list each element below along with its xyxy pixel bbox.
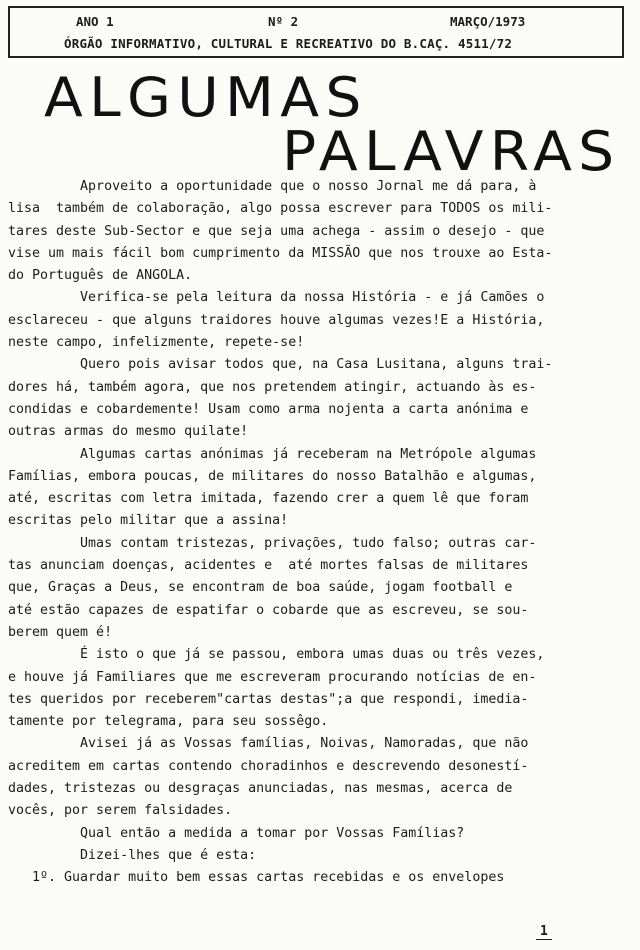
body-line: Famílias, embora poucas, de militares do nosso Batalhão e algumas, xyxy=(8,468,537,484)
body-line: vocês, por serem falsidades. xyxy=(8,803,233,819)
body-line: tamente por telegrama, para seu sossêgo. xyxy=(8,714,329,730)
body-line: acreditem em cartas contendo choradinhos e descrevendo desonestí- xyxy=(8,758,529,774)
body-line: berem quem é! xyxy=(8,624,113,640)
body-line: Avisei já as Vossas famílias, Noivas, Namoradas, que não xyxy=(8,736,529,752)
body-line: 1º. Guardar muito bem essas cartas recebidas e os envelopes xyxy=(8,870,505,886)
body-line: Algumas cartas anónimas já receberam na Metrópole algumas xyxy=(8,446,537,462)
article-body xyxy=(8,176,614,890)
body-line: tes queridos por receberem"cartas destas";a que respondi, imedia- xyxy=(8,691,529,707)
masthead-box xyxy=(8,6,624,58)
body-line: outras armas do mesmo quilate! xyxy=(8,424,249,440)
body-line: tares deste Sub-Sector e que seja uma achega - assim o desejo - que xyxy=(8,223,545,239)
title-line-2: PALAVRAS xyxy=(282,120,621,183)
page-number: 1 xyxy=(536,924,552,940)
masthead-subtitle: ÓRGÃO INFORMATIVO, CULTURAL E RECREATIVO DO B.CAÇ. 4511/72 xyxy=(64,36,513,51)
body-line: do Português de ANGOLA. xyxy=(8,268,193,284)
title-line-1: ALGUMAS xyxy=(44,66,368,129)
body-line: que, Graças a Deus, se encontram de boa saúde, jogam football e xyxy=(8,580,513,596)
issue-date: MARÇO/1973 xyxy=(450,14,526,29)
masthead-top-row xyxy=(10,14,622,30)
body-line: Qual então a medida a tomar por Vossas Famílias? xyxy=(8,825,465,841)
body-line: até, escritas com letra imitada, fazendo crer a quem lê que foram xyxy=(8,491,529,507)
body-line: É isto o que já se passou, embora umas duas ou três vezes, xyxy=(8,647,545,663)
body-line: Dizei-lhes que é esta: xyxy=(8,847,257,863)
body-line: esclareceu - que alguns traidores houve algumas vezes!E a História, xyxy=(8,312,545,328)
body-line: Quero pois avisar todos que, na Casa Lusitana, alguns trai- xyxy=(8,357,553,373)
body-line: lisa também de colaboração, algo possa escrever para TODOS os mili- xyxy=(8,201,553,217)
body-line: dores há, também agora, que nos pretendem atingir, actuando às es- xyxy=(8,379,537,395)
body-line: condidas e cobardemente! Usam como arma nojenta a carta anónima e xyxy=(8,401,529,417)
body-line: Verifica-se pela leitura da nossa História - e já Camões o xyxy=(8,290,545,306)
body-line: e houve já Familiares que me escreveram procurando notícias de en- xyxy=(8,669,537,685)
body-line: Umas contam tristezas, privações, tudo falso; outras car- xyxy=(8,535,537,551)
body-line: neste campo, infelizmente, repete-se! xyxy=(8,335,305,351)
issue-number: Nº 2 xyxy=(268,14,299,29)
body-line: dades, tristezas ou desgraças anunciadas, nas mesmas, acerca de xyxy=(8,781,513,797)
body-line: Aproveito a oportunidade que o nosso Jornal me dá para, à xyxy=(8,179,537,194)
issue-year: ANO 1 xyxy=(76,14,114,29)
body-line: vise um mais fácil bom cumprimento da MISSÃO que nos trouxe ao Esta- xyxy=(8,245,553,261)
body-line: tas anunciam doenças, acidentes e até mortes falsas de militares xyxy=(8,558,529,574)
body-line: escritas pelo militar que a assina! xyxy=(8,513,289,529)
body-line: até estão capazes de espatifar o cobarde que as escreveu, se sou- xyxy=(8,602,529,618)
